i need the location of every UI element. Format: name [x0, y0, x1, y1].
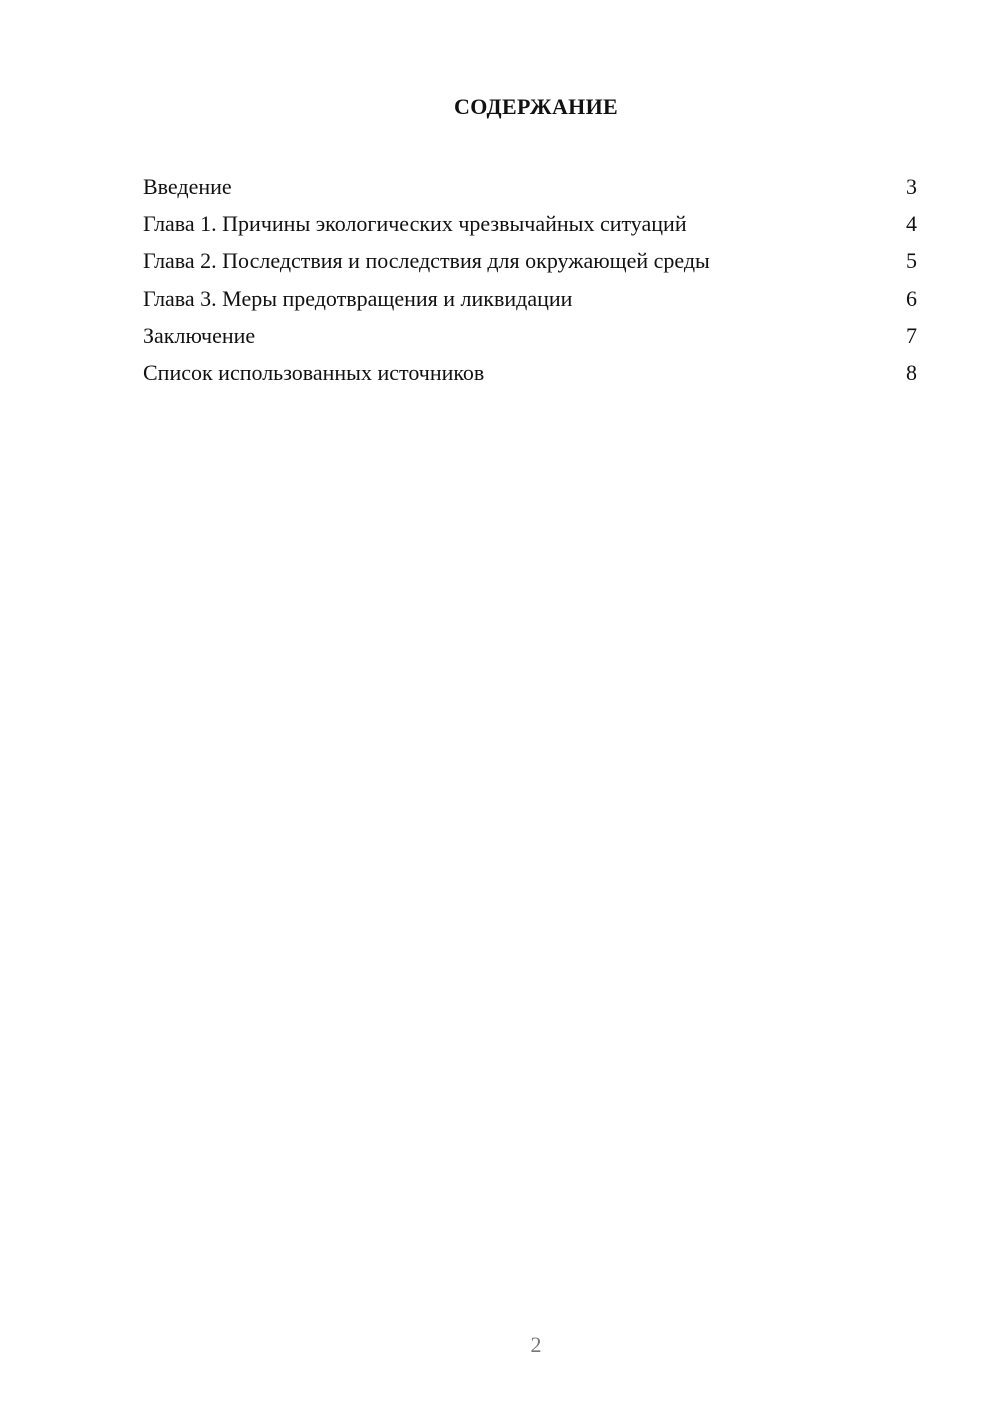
- toc-entry-page: 5: [906, 248, 917, 274]
- toc-entry-label: Список использованных источников: [143, 359, 485, 385]
- toc-entry-label: Введение: [143, 174, 232, 199]
- toc-entry-label: Глава 3. Меры предотвращения и ликвидации: [143, 285, 573, 311]
- toc-entry-conclusion: [143, 317, 919, 354]
- toc-entry-references: [143, 354, 919, 391]
- table-of-contents: [143, 168, 919, 391]
- toc-entry-page: 8: [906, 359, 917, 385]
- toc-entry-page: 4: [906, 211, 917, 237]
- toc-entry-label: Глава 2. Последствия и последствия для окружающей среды: [143, 248, 710, 274]
- toc-entry-label: Глава 1. Причины экологических чрезвычайных ситуаций: [143, 211, 687, 237]
- toc-entry-chapter-2: [143, 242, 919, 279]
- page-number: 2: [530, 1332, 542, 1357]
- toc-entry-chapter-3: [143, 280, 919, 317]
- toc-entry-introduction: [143, 168, 919, 205]
- toc-entry-page: 7: [906, 322, 917, 348]
- toc-heading: СОДЕРЖАНИЕ: [454, 94, 618, 119]
- toc-entry-page: 6: [906, 285, 917, 311]
- toc-entry-chapter-1: [143, 205, 919, 242]
- toc-entry-page: 3: [906, 174, 917, 199]
- toc-entry-label: Заключение: [143, 322, 256, 348]
